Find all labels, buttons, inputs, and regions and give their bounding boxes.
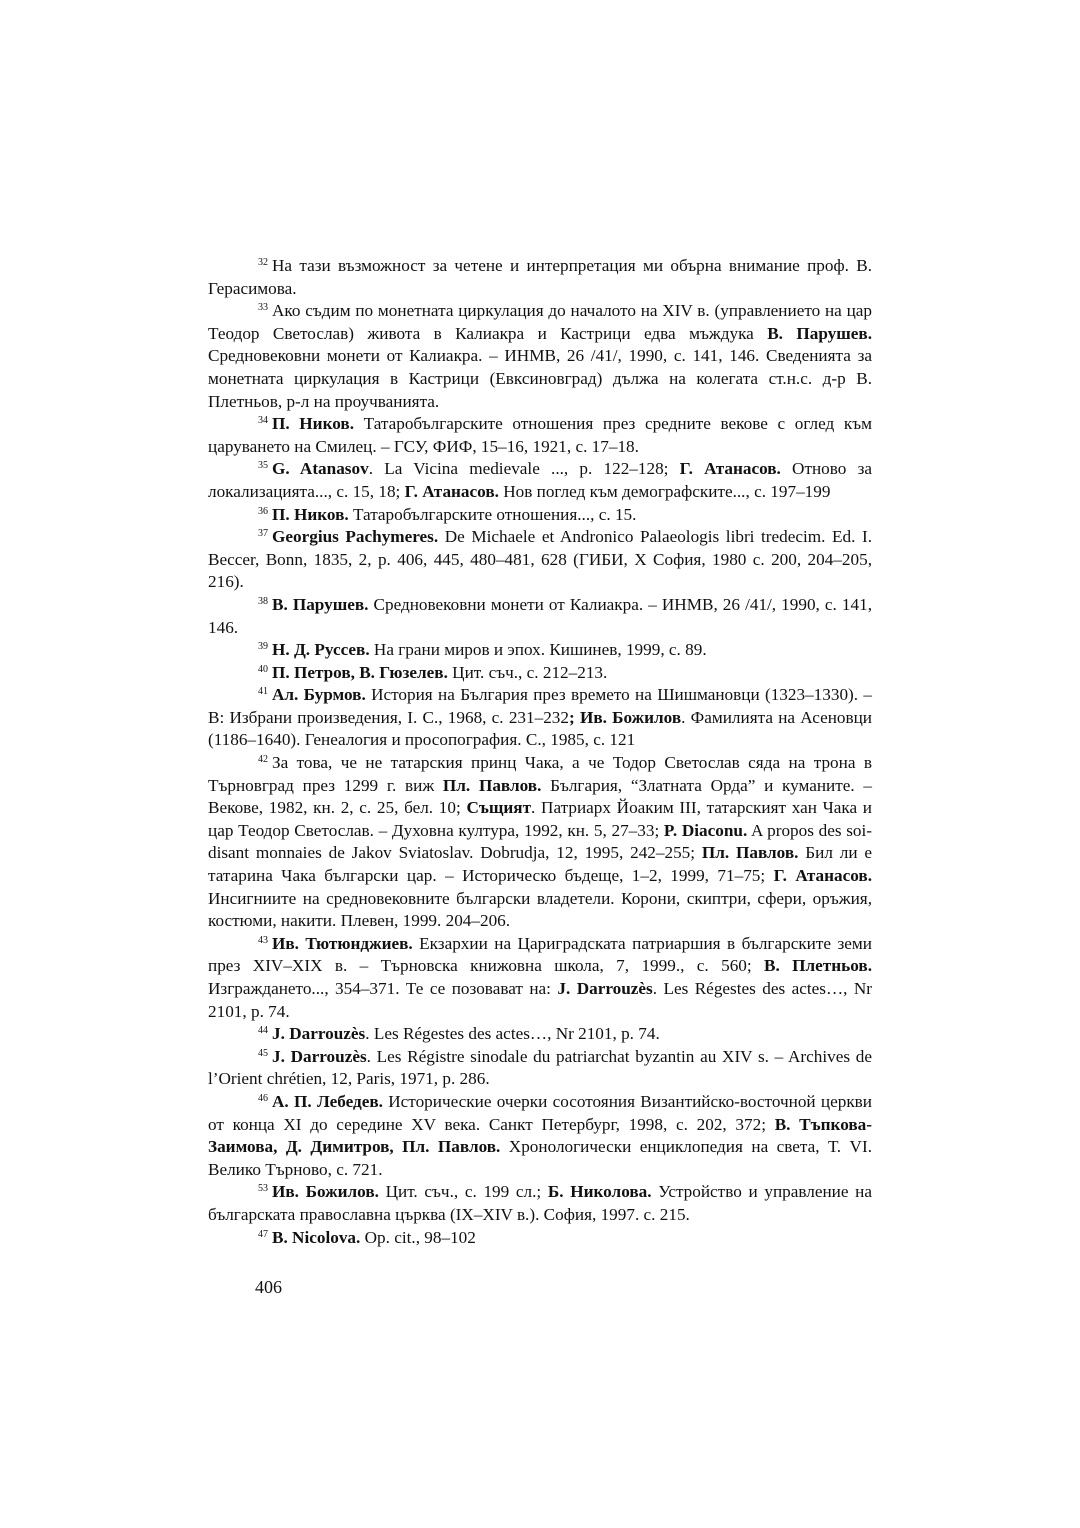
footnote-41 [208,684,872,752]
footnote-45 [208,1046,872,1091]
footnote-text: . Les Régestes des actes…, Nr 2101, p. 74. [208,979,872,1021]
footnote-number: 37 [258,528,268,540]
footnote-42 [208,752,872,933]
footnote-number: 47 [258,1228,268,1240]
footnote-number: 42 [258,754,268,766]
footnote-39 [208,639,872,662]
footnote-author: Г. Атанасов. [404,481,499,501]
footnote-text: Отново за локализацията..., с. 15, 18; [208,459,872,501]
footnote-text: Татаробългарските отношения през средните векове с оглед към царуването на Смилец. – ГСУ, ФИФ, 15–16, 1921, с. 17–18. [208,414,872,456]
footnote-text: Изграждането..., 354–371. Те се позовават на: [208,979,558,998]
footnote-number: 41 [258,686,268,698]
footnote-text: Бил ли е татарина Чака български цар. – Историческо бъдеще, 1–2, 1999, 71–75; [208,843,872,886]
footnote-author: Н. Д. Руссев. [272,640,370,660]
footnote-33 [208,300,872,413]
footnote-34 [208,413,872,458]
footnote-author: В. Парушев. [272,594,369,614]
footnote-author: J. Darrouzès [272,1046,367,1066]
footnote-text: Op. cit., 98–102 [360,1227,476,1247]
footnote-32 [208,255,872,300]
footnote-author: Б. Николова. [547,1182,652,1202]
footnote-author: J. Darrouzès [272,1024,366,1044]
footnote-number: 33 [258,302,268,314]
footnote-35 [208,458,872,503]
footnote-author: Г. Атанасов. [679,459,781,479]
footnote-text: Екзархии на Цариградската патриаршия в българските земи през XIV–XIX в. – Търновска книжовна школа, 7, 1999., с. 560; [208,933,872,976]
footnote-text: . Les Régistre sinodale du patriarchat byzantin au XIV s. – Archives de l’Orient chrétien, 12, Paris, 1971, p. 286. [208,1046,872,1089]
footnote-46 [208,1091,872,1181]
footnote-text: Средновековни монети от Калиакра. – ИНМВ, 26 /41/, 1990, с. 141, 146. Сведенията за монетната циркулация в Кастрици (Евксиновград) дължа на колегата ст.н.с. д-р В. Плетньов, р-л на проучванията. [208,346,872,411]
footnote-author: Пл. Павлов. [442,775,542,795]
footnote-number: 40 [258,663,268,675]
footnote-text: De Michaele et Andronico Palaeologis libri tredecim. Ed. I. Beccer, Bonn, 1835, 2, p. 406, 445, 480–481, 628 (ГИБИ, X София, 1980 с. 200, 204–205, 216). [208,527,872,592]
footnote-author: А. П. Лебедев. [272,1091,383,1111]
footnote-number: 44 [258,1025,268,1037]
footnote-text: A propos des soi-disant monnaies de Jakov Sviatoslav. Dobrudja, 12, 1995, 242–255; [208,820,872,863]
footnote-47 [208,1227,872,1250]
footnote-number: 38 [258,595,268,607]
footnote-44 [208,1023,872,1046]
footnote-author: G. Atanasov [272,459,369,479]
footnote-number: 36 [258,505,268,517]
footnote-text: На грани миров и эпох. Кишинев, 1999, с. 89. [369,640,707,660]
footnote-author: Г. Атанасов. [773,866,872,886]
footnote-text: . Патриарх Йоаким III, татарският хан Чака и цар Теодор Светослав. – Духовна култура, 1992, кн. 5, 27–33; [208,798,872,840]
footnote-author: П. Ников. [272,414,354,434]
footnote-53 [208,1181,872,1226]
footnote-number: 45 [258,1047,268,1059]
footnote-number: 35 [258,460,268,472]
footnote-number: 43 [258,934,268,946]
footnote-author: Georgius Pachymeres. [272,527,439,547]
footnote-number: 53 [258,1183,268,1195]
footnote-37 [208,526,872,594]
footnote-40 [208,662,872,685]
footnote-text: Средновековни монети от Калиакра. – ИНМВ, 26 /41/, 1990, с. 141, 146. [208,594,872,637]
footnote-author: В. Тъпкова-Заимова, Д. Димитров, Пл. Павлов. [208,1114,873,1157]
footnote-text: На тази възможност за четене и интерпретация ми обърна внимание проф. В. Герасимова. [208,256,872,298]
footnote-text: Исторические очерки сосотояния Византийско-восточной церкви от конца XI до середине XV века. Санкт Петербург, 1998, с. 202, 372; [208,1091,872,1134]
footnote-36 [208,504,872,527]
footnote-author: Ив. Тютюнджиев. [272,933,413,953]
footnote-author: J. Darrouzès [557,979,653,998]
footnote-author: В. Плетньов. [764,956,872,976]
footnote-author: П. Ников. [272,504,349,524]
footnote-38 [208,594,872,639]
footnote-author: Ив. Божилов. [272,1182,379,1202]
footnote-text: Цит. съч., с. 199 сл.; [378,1182,548,1202]
footnote-text: История на България през времето на Шишмановци (1323–1330). – В: Избрани произведения, I. С., 1968, с. 231–232 [208,685,873,727]
footnote-number: 46 [258,1092,268,1104]
footnote-text: Нов поглед към демографските..., с. 197–199 [498,481,831,501]
footnote-text: Ако съдим по монетната циркулация до началото на XIV в. (управлението на цар Теодор Светослав) живота в Калиакра и Кастрици едва мъждука [208,301,872,343]
footnote-text: За това, че не татарския принц Чака, а че Тодор Светослав сяда на трона в Търновград през 1299 г. виж [208,753,872,795]
footnote-43 [208,933,872,1023]
footnote-text: Татаробългарските отношения..., с. 15. [348,504,637,524]
footnote-author: Същият [466,798,532,818]
footnote-text: . Фамилията на Асеновци (1186–1640). Генеалогия и просопография. С., 1985, с. 121 [208,707,872,750]
footnote-author: В. Парушев. [767,323,872,343]
footnote-text: Хронологически енциклопедия на света, Т. VI. Велико Търново, с. 721. [208,1137,872,1179]
footnote-number: 32 [258,257,268,268]
footnote-author: Ал. Бурмов. [272,685,366,705]
footnote-author: П. Петров, В. Гюзелев. [272,662,448,682]
footnote-author: Пл. Павлов. [701,843,799,863]
footnote-text: Устройство и управление на българската православна църква (IX–XIV в.). София, 1997. с. 215. [208,1182,872,1224]
footnote-text: България, “Златната Орда” и куманите. – Векове, 1982, кн. 2, с. 25, бел. 10; [208,775,873,818]
footnote-author: ; Ив. Божилов [569,707,682,727]
footnote-author: P. Diaconu. [663,820,748,840]
footnote-number: 34 [258,415,268,427]
page-number: 406 [255,1277,282,1297]
footnote-text: . Les Régestes des actes…, Nr 2101, p. 74. [365,1024,660,1044]
footnote-text: Инсигниите на средновековните български владетели. Корони, скиптри, сфери, оръжия, костюми, накити. Плевен, 1999. 204–206. [208,888,872,931]
footnotes-block [208,255,872,1249]
footnote-number: 39 [258,641,268,653]
footnote-author: B. Nicolova. [272,1227,361,1247]
footnote-text: . La Vicina medievale ..., p. 122–128; [368,459,680,479]
footnote-text: Цит. съч., с. 212–213. [447,662,608,682]
